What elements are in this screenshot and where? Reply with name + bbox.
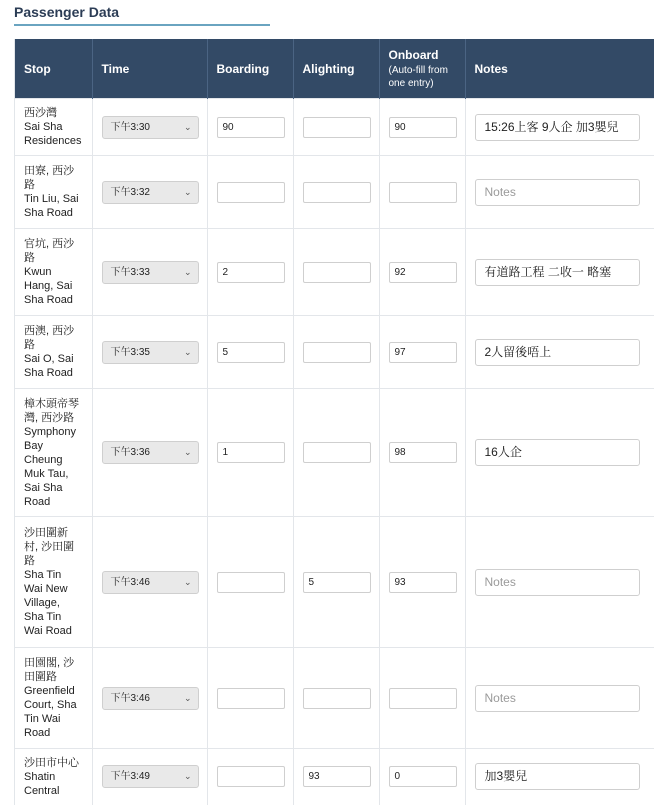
chevron-down-icon: ⌄ <box>183 266 192 277</box>
notes-input[interactable]: Notes <box>475 685 640 712</box>
boarding-input[interactable] <box>217 688 285 709</box>
stop-name-line: 路 <box>24 339 35 351</box>
stop-name-line: Sha Tin <box>24 611 62 623</box>
table-header-row <box>15 39 654 99</box>
title-underline <box>14 24 270 26</box>
alighting-cell <box>293 156 379 229</box>
table-row <box>15 749 654 805</box>
alighting-cell <box>293 316 379 389</box>
boarding-input[interactable]: 1 <box>217 442 285 463</box>
table-row <box>15 99 654 156</box>
stop-name-line: Shatin <box>24 770 56 783</box>
passenger-table <box>15 39 654 805</box>
time-select[interactable] <box>102 687 199 710</box>
header-boarding: Boarding <box>207 39 293 99</box>
stop-name-line: Kwun <box>24 266 52 278</box>
time-select-value: 下午3:30 <box>110 121 150 133</box>
notes-cell <box>465 749 654 805</box>
stop-name-line: Road <box>24 495 51 508</box>
stop-name-line: 路 <box>24 555 35 567</box>
stop-cell <box>15 156 92 229</box>
stop-name-line: Sai O, Sai <box>24 353 74 365</box>
time-select[interactable] <box>102 765 199 788</box>
time-cell <box>92 229 207 316</box>
stop-name-line: Court, Sha <box>24 699 77 711</box>
boarding-input[interactable] <box>217 572 285 593</box>
stop-name-line: Bay <box>24 439 43 452</box>
onboard-input[interactable]: 93 <box>389 572 457 593</box>
alighting-cell <box>293 749 379 805</box>
notes-input[interactable]: 2人留後唔上 <box>475 339 640 366</box>
notes-input[interactable]: Notes <box>475 569 640 596</box>
chevron-down-icon: ⌄ <box>183 447 192 457</box>
header-alighting: Alighting <box>293 39 379 99</box>
time-cell <box>92 389 207 517</box>
header-onboard-label: Onboard <box>388 47 439 62</box>
alighting-input[interactable] <box>303 182 371 203</box>
time-select-value: 下午3:36 <box>110 447 150 458</box>
chevron-down-icon: ⌄ <box>183 771 192 782</box>
time-cell <box>92 156 207 229</box>
onboard-cell <box>379 749 465 805</box>
stop-name-line: 西澳, 西沙 <box>24 325 75 337</box>
time-select[interactable] <box>102 341 199 364</box>
boarding-cell <box>207 389 293 517</box>
time-cell <box>92 316 207 389</box>
stop-name-line: Sai Sha <box>24 481 63 494</box>
time-select-value: 下午3:32 <box>110 186 150 198</box>
stop-name-line: Muk Tau, <box>24 467 69 480</box>
stop-name-line: Sha Road <box>24 367 73 379</box>
stop-cell <box>15 749 92 805</box>
boarding-cell <box>207 99 293 156</box>
time-cell <box>92 648 207 749</box>
section-title: Passenger Data <box>14 4 120 20</box>
table-row <box>15 389 654 517</box>
onboard-input[interactable]: 90 <box>389 117 457 138</box>
stop-name-line: 田寮, 西沙 <box>24 165 75 177</box>
stop-cell <box>15 229 92 316</box>
onboard-input[interactable] <box>389 688 457 709</box>
onboard-input[interactable] <box>389 182 457 203</box>
stop-cell <box>15 648 92 749</box>
chevron-down-icon: ⌄ <box>183 121 192 132</box>
onboard-cell <box>379 316 465 389</box>
onboard-input[interactable]: 97 <box>389 342 457 363</box>
stop-name-line: Symphony <box>24 425 76 438</box>
alighting-cell <box>293 389 379 517</box>
stop-cell <box>15 389 92 517</box>
boarding-cell <box>207 749 293 805</box>
notes-input[interactable]: Notes <box>475 179 640 206</box>
stop-name-line: Central <box>24 784 60 797</box>
onboard-input[interactable]: 92 <box>389 262 457 283</box>
onboard-input[interactable]: 98 <box>389 442 457 463</box>
notes-input[interactable]: 加3嬰兒 <box>475 763 640 790</box>
onboard-cell <box>379 156 465 229</box>
table-row <box>15 517 654 648</box>
time-cell <box>92 99 207 156</box>
stop-name-line: 田園閣, 沙 <box>24 657 75 669</box>
table-row <box>15 316 654 389</box>
stop-name-line: Tin Wai <box>24 713 61 725</box>
stop-name-line: Sha Tin <box>24 569 62 581</box>
stop-name-line: Cheung <box>24 453 63 466</box>
notes-input[interactable]: 16人企 <box>475 439 640 466</box>
time-select-value: 下午3:46 <box>110 576 150 588</box>
table-row <box>15 229 654 316</box>
stop-name-line: 西沙灣 <box>24 107 57 119</box>
time-cell <box>92 517 207 648</box>
header-time: Time <box>92 39 207 99</box>
boarding-cell <box>207 316 293 389</box>
passenger-table-wrapper <box>14 39 654 805</box>
notes-cell <box>465 648 654 749</box>
header-onboard <box>379 39 465 99</box>
table-row <box>15 156 654 229</box>
boarding-input[interactable] <box>217 182 285 203</box>
stop-name-line: 田圍路 <box>24 671 57 683</box>
onboard-cell <box>379 389 465 517</box>
boarding-input[interactable] <box>217 766 285 787</box>
notes-cell <box>465 156 654 229</box>
stop-name-line: Sha Road <box>24 294 73 306</box>
stop-name-line: 路 <box>24 179 35 191</box>
onboard-cell <box>379 99 465 156</box>
stop-name-line: 官坑, 西沙 <box>24 238 75 250</box>
stop-cell <box>15 316 92 389</box>
header-onboard-sub: (Auto-fill from one entry) <box>388 64 448 89</box>
time-select-value: 下午3:46 <box>110 692 150 704</box>
alighting-cell <box>293 229 379 316</box>
time-select-value: 下午3:49 <box>110 771 150 783</box>
onboard-cell <box>379 229 465 316</box>
stop-name-line: 灣, 西沙路 <box>24 411 75 424</box>
onboard-cell <box>379 648 465 749</box>
notes-cell <box>465 229 654 316</box>
boarding-input[interactable]: 2 <box>217 262 285 283</box>
onboard-cell <box>379 517 465 648</box>
stop-name-line: Residences <box>24 135 82 147</box>
stop-name-line: Greenfield <box>24 685 75 697</box>
chevron-down-icon: ⌄ <box>183 186 192 197</box>
time-select-value: 下午3:33 <box>110 266 150 278</box>
stop-name-line: Tin Liu, Sai <box>24 193 79 205</box>
time-select[interactable] <box>102 441 199 464</box>
alighting-input[interactable] <box>303 117 371 138</box>
alighting-input[interactable] <box>303 442 371 463</box>
table-row <box>15 648 654 749</box>
stop-name-line: Village, <box>24 597 60 609</box>
stop-name-line: 沙田市中心 <box>24 756 79 769</box>
alighting-cell <box>293 99 379 156</box>
time-cell <box>92 749 207 805</box>
time-select[interactable] <box>102 116 199 139</box>
boarding-input[interactable]: 90 <box>217 117 285 138</box>
stop-name-line: Hang, Sai <box>24 280 73 292</box>
notes-cell <box>465 517 654 648</box>
stop-name-line: Sha Road <box>24 207 73 219</box>
boarding-cell <box>207 648 293 749</box>
notes-input[interactable]: 15:26上客 9人企 加3嬰兒 <box>475 114 640 141</box>
alighting-input[interactable] <box>303 342 371 363</box>
time-select[interactable] <box>102 571 199 594</box>
alighting-input[interactable] <box>303 262 371 283</box>
stop-name-line: Wai New <box>24 583 68 595</box>
alighting-cell <box>293 517 379 648</box>
alighting-input[interactable]: 93 <box>303 766 371 787</box>
boarding-cell <box>207 229 293 316</box>
stop-name-line: Road <box>24 727 51 739</box>
header-notes: Notes <box>465 39 654 99</box>
notes-input[interactable]: 有道路工程 二收一 略塞 <box>475 259 640 286</box>
notes-cell <box>465 99 654 156</box>
notes-cell <box>465 316 654 389</box>
chevron-down-icon: ⌄ <box>183 692 192 703</box>
stop-name-line: 村, 沙田圍 <box>24 541 75 553</box>
boarding-input[interactable]: 5 <box>217 342 285 363</box>
stop-cell <box>15 517 92 648</box>
time-select[interactable] <box>102 181 199 204</box>
stop-name-line: 路 <box>24 252 35 264</box>
stop-cell <box>15 99 92 156</box>
notes-cell <box>465 389 654 517</box>
onboard-input[interactable]: 0 <box>389 766 457 787</box>
alighting-input[interactable] <box>303 688 371 709</box>
alighting-input[interactable]: 5 <box>303 572 371 593</box>
chevron-down-icon: ⌄ <box>183 576 192 587</box>
stop-name-line: 沙田圍新 <box>24 527 68 539</box>
time-select-value: 下午3:35 <box>110 346 150 358</box>
time-select[interactable] <box>102 261 199 284</box>
alighting-cell <box>293 648 379 749</box>
boarding-cell <box>207 517 293 648</box>
stop-name-line: Sai Sha <box>24 121 63 133</box>
stop-name-line: Wai Road <box>24 625 72 637</box>
header-stop: Stop <box>15 39 92 99</box>
chevron-down-icon: ⌄ <box>183 346 192 357</box>
stop-name-line: 樟木頭帝琴 <box>24 397 79 410</box>
boarding-cell <box>207 156 293 229</box>
